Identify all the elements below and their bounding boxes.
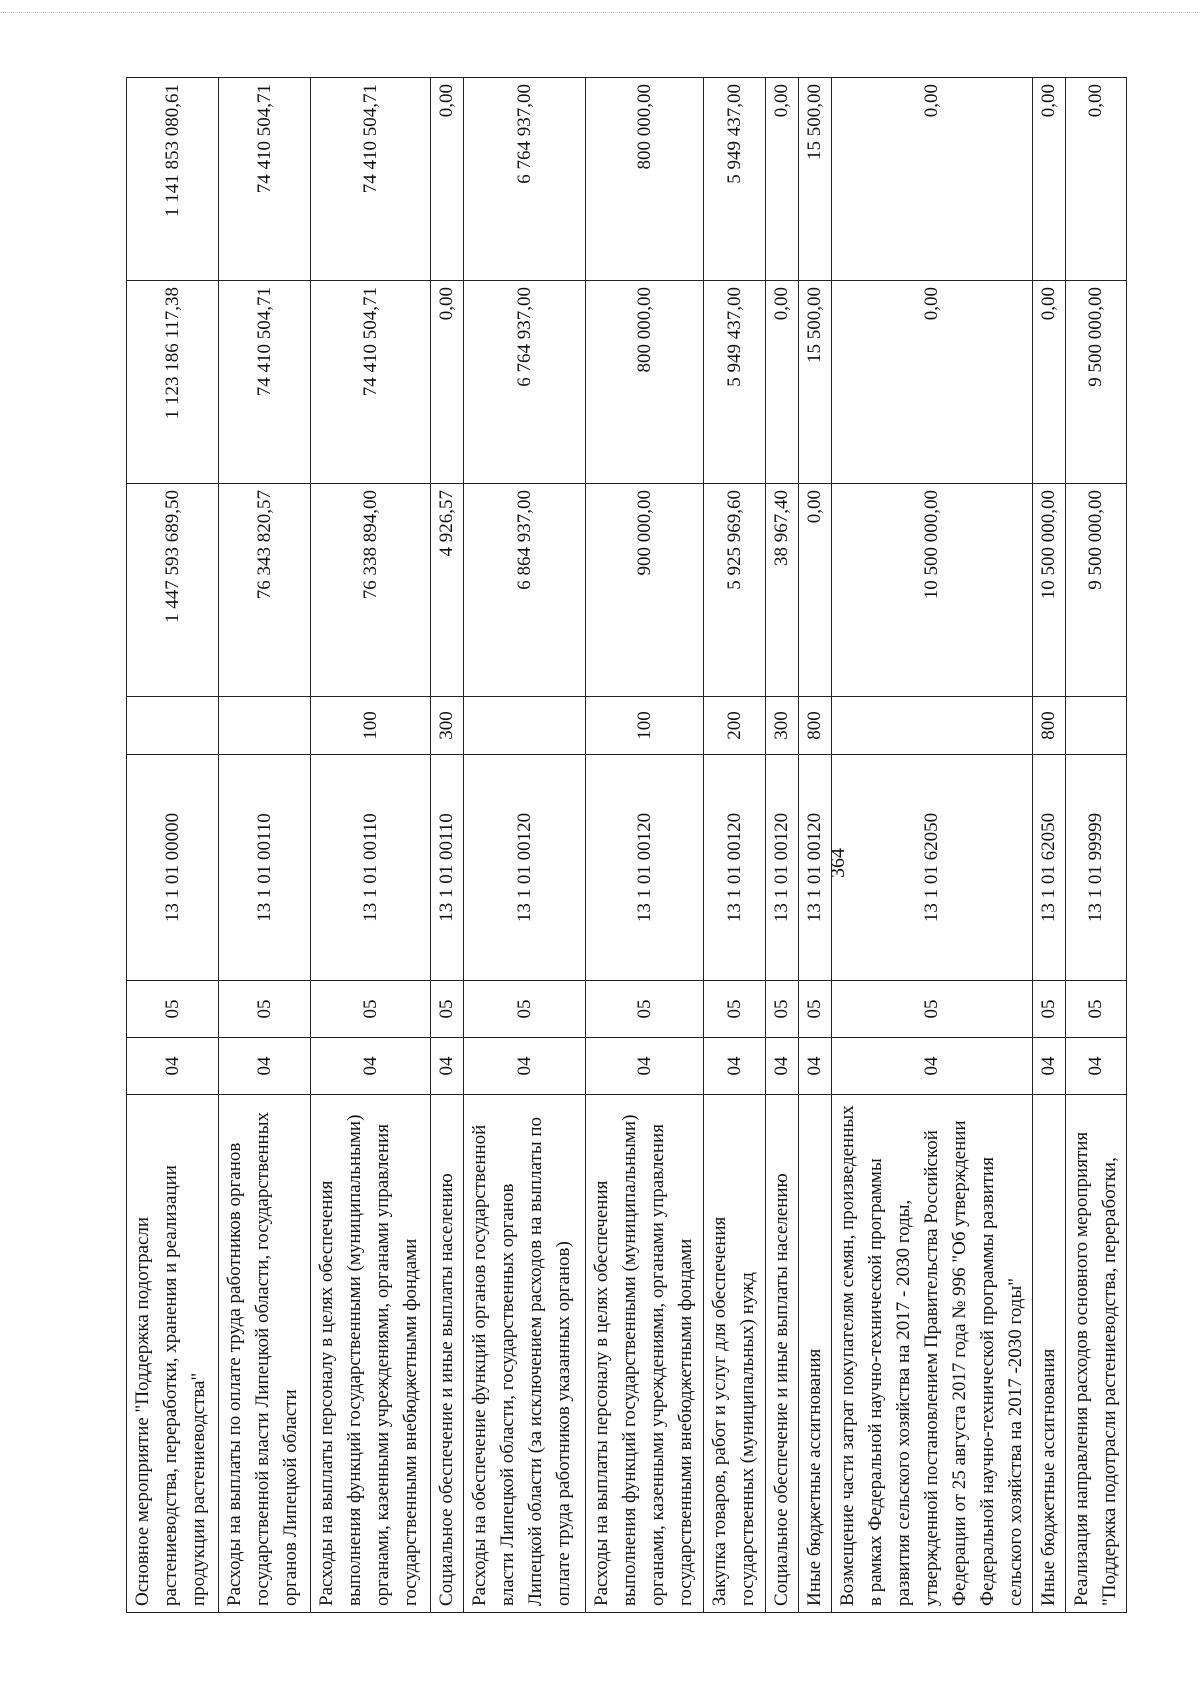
section-code: 04 xyxy=(799,1038,832,1095)
table-row xyxy=(704,78,766,1613)
target-article-code: 13 1 01 00000 xyxy=(127,755,219,981)
target-article-code: 13 1 01 62050 xyxy=(1033,755,1066,981)
amount-1: 10 500 000,00 xyxy=(832,484,1033,697)
target-article-code: 13 1 01 00110 xyxy=(431,755,464,981)
amount-3: 15 500,00 xyxy=(799,78,832,281)
section-code: 04 xyxy=(586,1038,704,1095)
table-row xyxy=(799,78,832,1613)
row-name: Расходы на выплаты по оплате труда работников органов государственной власти Липецкой области, государственных органов Липецкой области xyxy=(219,1095,311,1613)
amount-3: 0,00 xyxy=(832,78,1033,281)
amount-1: 4 926,57 xyxy=(431,484,464,697)
subsection-code: 05 xyxy=(832,981,1033,1038)
row-name: Социальное обеспечение и иные выплаты населению xyxy=(431,1095,464,1613)
target-article-code: 13 1 01 00120 xyxy=(704,755,766,981)
row-name: Расходы на обеспечение функций органов государственной власти Липецкой области, государственных органов Липецкой области (за исключением расходов на выплаты по оплате труда работников указанных органов) xyxy=(464,1095,586,1613)
amount-2: 1 123 186 117,38 xyxy=(127,281,219,484)
subsection-code: 05 xyxy=(799,981,832,1038)
section-code: 04 xyxy=(704,1038,766,1095)
section-code: 04 xyxy=(1033,1038,1066,1095)
table-row xyxy=(311,78,431,1613)
expense-type-code xyxy=(127,697,219,755)
target-article-code: 13 1 01 00120 xyxy=(586,755,704,981)
subsection-code: 05 xyxy=(766,981,799,1038)
subsection-code: 05 xyxy=(219,981,311,1038)
subsection-code: 05 xyxy=(1066,981,1127,1038)
amount-1: 1 447 593 689,50 xyxy=(127,484,219,697)
amount-2: 74 410 504,71 xyxy=(311,281,431,484)
amount-3: 0,00 xyxy=(1033,78,1066,281)
expense-type-code: 200 xyxy=(704,697,766,755)
section-code: 04 xyxy=(431,1038,464,1095)
section-code: 04 xyxy=(832,1038,1033,1095)
amount-1: 6 864 937,00 xyxy=(464,484,586,697)
table-row xyxy=(127,78,219,1613)
subsection-code: 05 xyxy=(1033,981,1066,1038)
row-name: Расходы на выплаты персоналу в целях обеспечения выполнения функций государственными (муниципальными) органами, казенными учреждениями, органами управления государственными внебюджетными фондами xyxy=(311,1095,431,1613)
target-article-code: 13 1 01 62050 xyxy=(832,755,1033,981)
amount-2: 0,00 xyxy=(1033,281,1066,484)
row-name: Реализация направления расходов основного мероприятия "Поддержка подотрасли растениеводства, переработки, xyxy=(1066,1095,1127,1613)
table-row xyxy=(464,78,586,1613)
table-row xyxy=(1066,78,1127,1613)
section-code: 04 xyxy=(127,1038,219,1095)
target-article-code: 13 1 01 00120 xyxy=(766,755,799,981)
amount-1: 9 500 000,00 xyxy=(1066,484,1127,697)
table-row xyxy=(832,78,1033,1613)
table-row xyxy=(431,78,464,1613)
row-name: Расходы на выплаты персоналу в целях обеспечения выполнения функций государственными (муниципальными) органами, казенными учреждениями, органами управления государственными внебюджетными фондами xyxy=(586,1095,704,1613)
table-row xyxy=(1033,78,1066,1613)
amount-2: 0,00 xyxy=(832,281,1033,484)
budget-table-rotated xyxy=(126,78,1125,1613)
subsection-code: 05 xyxy=(586,981,704,1038)
expense-type-code: 800 xyxy=(1033,697,1066,755)
target-article-code: 13 1 01 00110 xyxy=(219,755,311,981)
table-row xyxy=(766,78,799,1613)
amount-3: 0,00 xyxy=(1066,78,1127,281)
subsection-code: 05 xyxy=(431,981,464,1038)
subsection-code: 05 xyxy=(311,981,431,1038)
amount-1: 900 000,00 xyxy=(586,484,704,697)
amount-1: 38 967,40 xyxy=(766,484,799,697)
row-name: Основное мероприятие "Поддержка подотрасли растениеводства, переработки, хранения и реализации продукции растениеводства" xyxy=(127,1095,219,1613)
amount-3: 1 141 853 080,61 xyxy=(127,78,219,281)
amount-2: 74 410 504,71 xyxy=(219,281,311,484)
target-article-code: 13 1 01 00120 xyxy=(464,755,586,981)
amount-2: 9 500 000,00 xyxy=(1066,281,1127,484)
subsection-code: 05 xyxy=(704,981,766,1038)
table-row xyxy=(219,78,311,1613)
row-name: Закупка товаров, работ и услуг для обеспечения государственных (муниципальных) нужд xyxy=(704,1095,766,1613)
table-row xyxy=(586,78,704,1613)
amount-3: 800 000,00 xyxy=(586,78,704,281)
amount-3: 74 410 504,71 xyxy=(311,78,431,281)
expense-type-code: 800 xyxy=(799,697,832,755)
amount-2: 800 000,00 xyxy=(586,281,704,484)
section-code: 04 xyxy=(464,1038,586,1095)
amount-3: 74 410 504,71 xyxy=(219,78,311,281)
row-name: Социальное обеспечение и иные выплаты населению xyxy=(766,1095,799,1613)
amount-3: 0,00 xyxy=(431,78,464,281)
amount-2: 5 949 437,00 xyxy=(704,281,766,484)
target-article-code: 13 1 01 00120 xyxy=(799,755,832,981)
expense-type-code: 100 xyxy=(311,697,431,755)
section-code: 04 xyxy=(1066,1038,1127,1095)
section-code: 04 xyxy=(311,1038,431,1095)
expense-type-code: 300 xyxy=(431,697,464,755)
amount-1: 76 338 894,00 xyxy=(311,484,431,697)
expense-type-code xyxy=(832,697,1033,755)
amount-2: 6 764 937,00 xyxy=(464,281,586,484)
subsection-code: 05 xyxy=(127,981,219,1038)
amount-2: 0,00 xyxy=(431,281,464,484)
amount-2: 15 500,00 xyxy=(799,281,832,484)
budget-table xyxy=(126,77,1127,1613)
amount-1: 10 500 000,00 xyxy=(1033,484,1066,697)
subsection-code: 05 xyxy=(464,981,586,1038)
expense-type-code xyxy=(464,697,586,755)
expense-type-code xyxy=(219,697,311,755)
amount-1: 0,00 xyxy=(799,484,832,697)
amount-1: 76 343 820,57 xyxy=(219,484,311,697)
amount-3: 5 949 437,00 xyxy=(704,78,766,281)
expense-type-code: 300 xyxy=(766,697,799,755)
row-name: Иные бюджетные ассигнования xyxy=(1033,1095,1066,1613)
amount-3: 6 764 937,00 xyxy=(464,78,586,281)
amount-2: 0,00 xyxy=(766,281,799,484)
row-name: Возмещение части затрат покупателям семян, произведенных в рамках Федеральной научно-технической программы развития сельского хозяйства на 2017 - 2030 годы, утвержденной постановлением Правительства Российской Федерации от 25 августа 2017 года № 996 "Об утверждении Федеральной научно-технической программы развития сельского хозяйства на 2017 -2030 годы" xyxy=(832,1095,1033,1613)
amount-1: 5 925 969,60 xyxy=(704,484,766,697)
scan-edge-line xyxy=(0,12,1200,13)
section-code: 04 xyxy=(219,1038,311,1095)
expense-type-code xyxy=(1066,697,1127,755)
expense-type-code: 100 xyxy=(586,697,704,755)
amount-3: 0,00 xyxy=(766,78,799,281)
target-article-code: 13 1 01 00110 xyxy=(311,755,431,981)
section-code: 04 xyxy=(766,1038,799,1095)
target-article-code: 13 1 01 99999 xyxy=(1066,755,1127,981)
row-name: Иные бюджетные ассигнования xyxy=(799,1095,832,1613)
page-number: 364 xyxy=(827,848,849,878)
